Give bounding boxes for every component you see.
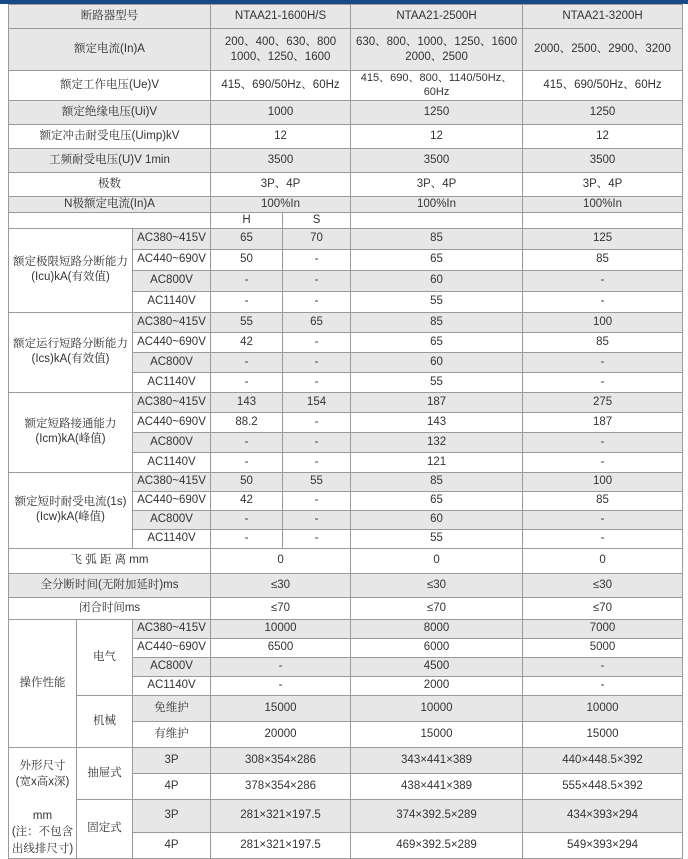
- cell: 187: [523, 412, 683, 432]
- row-label: 免维护: [133, 695, 211, 721]
- voltage-cell: AC800V: [133, 352, 211, 372]
- voltage-cell: AC380~415V: [133, 228, 211, 249]
- cell: 415、690/50Hz、60Hz: [211, 71, 351, 101]
- cell: 125: [523, 228, 683, 249]
- cell: -: [523, 676, 683, 695]
- cell: 0: [351, 548, 523, 573]
- cell: -: [283, 291, 351, 312]
- cell: 65: [283, 312, 351, 332]
- dimension-label: [9, 747, 77, 858]
- voltage-cell: AC440~690V: [133, 491, 211, 510]
- cell: -: [283, 372, 351, 392]
- cell: 0: [523, 548, 683, 573]
- cell: 85: [351, 312, 523, 332]
- voltage-cell: AC1140V: [133, 452, 211, 472]
- row-label: 闭合时间ms: [9, 597, 211, 619]
- cell: 415、690/50Hz、60Hz: [523, 71, 683, 101]
- row-label: 飞 弧 距 离 mm: [9, 548, 211, 573]
- cell: 275: [523, 392, 683, 412]
- cell: 0: [211, 548, 351, 573]
- cell: 100%In: [351, 196, 523, 212]
- cell: 469×392.5×289: [351, 832, 523, 858]
- label-line: 外形尺寸: [19, 759, 66, 772]
- row-label: 额定绝缘电压(Ui)V: [9, 100, 211, 124]
- cell: 3P、4P: [211, 172, 351, 196]
- cell: 281×321×197.5: [211, 799, 351, 832]
- cell: 70: [283, 228, 351, 249]
- icu-row: [9, 228, 683, 249]
- cell: 3500: [523, 148, 683, 172]
- cell: [211, 29, 351, 71]
- cell: 7000: [523, 619, 683, 638]
- voltage-cell: AC380~415V: [133, 472, 211, 491]
- cell: 4500: [351, 657, 523, 676]
- voltage-cell: AC800V: [133, 657, 211, 676]
- cell: -: [211, 657, 351, 676]
- cell: 100: [523, 472, 683, 491]
- icw-row: [9, 472, 683, 491]
- cell: ≤30: [351, 573, 523, 597]
- cell: 10000: [523, 695, 683, 721]
- label-line: 额定极限短路分断能力: [13, 256, 128, 269]
- row-label: 全分断时间(无附加延时)ms: [9, 573, 211, 597]
- cell: 20000: [211, 721, 351, 747]
- cell: 281×321×197.5: [211, 832, 351, 858]
- rated-current-row: [9, 29, 683, 71]
- cell: 65: [211, 228, 283, 249]
- cell: -: [211, 452, 283, 472]
- cell: 12: [211, 124, 351, 148]
- cell: 60: [351, 510, 523, 529]
- operation-row: [9, 619, 683, 638]
- cell: 440×448.5×392: [523, 747, 683, 773]
- cell: 1250: [523, 100, 683, 124]
- cell: -: [523, 372, 683, 392]
- cell-line: 1000、1250、1600: [230, 50, 331, 63]
- fixed-label: 固定式: [77, 799, 133, 858]
- cell: ≤30: [523, 573, 683, 597]
- cell: 12: [523, 124, 683, 148]
- model-3: NTAA21-3200H: [523, 5, 683, 29]
- pole-cell: 4P: [133, 832, 211, 858]
- ics-label: [9, 312, 133, 392]
- cell-line: 200、400、630、800: [224, 35, 337, 48]
- table-row: [9, 71, 683, 101]
- cell: 60: [351, 352, 523, 372]
- voltage-cell: AC1140V: [133, 372, 211, 392]
- cell: 8000: [351, 619, 523, 638]
- cell: 65: [351, 249, 523, 270]
- cell: 143: [211, 392, 283, 412]
- cell: -: [523, 657, 683, 676]
- cell: 10000: [211, 619, 351, 638]
- cell: -: [283, 332, 351, 352]
- arc-row: [9, 548, 683, 573]
- mechanical-label: 机械: [77, 695, 133, 747]
- voltage-cell: AC380~415V: [133, 619, 211, 638]
- cell: 6500: [211, 638, 351, 657]
- blank-cell: [351, 212, 523, 228]
- cell: -: [211, 432, 283, 452]
- cell: 6000: [351, 638, 523, 657]
- dimension-row: [9, 747, 683, 773]
- label-line: 额定运行短路分断能力: [13, 338, 128, 351]
- cell: 549×393×294: [523, 832, 683, 858]
- cell: ≤70: [351, 597, 523, 619]
- cell: ≤30: [211, 573, 351, 597]
- row-label: N极额定电流(In)A: [9, 196, 211, 212]
- cell: 1250: [351, 100, 523, 124]
- cell: 5000: [523, 638, 683, 657]
- cell: 55: [351, 372, 523, 392]
- spec-table: [8, 4, 683, 859]
- cell: 55: [211, 312, 283, 332]
- cell: ≤70: [523, 597, 683, 619]
- cell: -: [211, 352, 283, 372]
- cell: 1000: [211, 100, 351, 124]
- label-line: (宽x高x深): [15, 776, 70, 789]
- cell: -: [523, 510, 683, 529]
- cell: 3500: [211, 148, 351, 172]
- operation-label: 操作性能: [9, 619, 77, 747]
- row-label: 极数: [9, 172, 211, 196]
- cell: ≤70: [211, 597, 351, 619]
- cell: 100%In: [523, 196, 683, 212]
- label-line: 额定短时耐受电流(1s): [14, 496, 127, 509]
- label-line: mm: [32, 809, 53, 822]
- blank-cell: [9, 212, 211, 228]
- cell: 42: [211, 491, 283, 510]
- cell: 2000、2500、2900、3200: [523, 29, 683, 71]
- row-label: 额定工作电压(Ue)V: [9, 71, 211, 101]
- voltage-cell: AC800V: [133, 432, 211, 452]
- cell: 60: [351, 270, 523, 291]
- voltage-cell: AC1140V: [133, 676, 211, 695]
- voltage-cell: AC380~415V: [133, 312, 211, 332]
- cell: 555×448.5×392: [523, 773, 683, 799]
- voltage-cell: AC800V: [133, 270, 211, 291]
- voltage-cell: AC440~690V: [133, 332, 211, 352]
- h-label: H: [211, 212, 283, 228]
- icm-row: [9, 392, 683, 412]
- row-label: 额定冲击耐受电压(Uimp)kV: [9, 124, 211, 148]
- cell: -: [523, 270, 683, 291]
- voltage-cell: AC800V: [133, 510, 211, 529]
- cell: -: [283, 491, 351, 510]
- label-line: (Icu)kA(有效值): [31, 271, 110, 284]
- cell: 15000: [351, 721, 523, 747]
- cell: 55: [283, 472, 351, 491]
- hs-row: [9, 212, 683, 228]
- table-row: [9, 148, 683, 172]
- pole-cell: 4P: [133, 773, 211, 799]
- table-row: [9, 124, 683, 148]
- ics-row: [9, 312, 683, 332]
- label-line: (Icm)kA(峰值): [35, 433, 106, 446]
- cell: 15000: [523, 721, 683, 747]
- cell: 415、690、800、1140/50Hz、60Hz: [351, 71, 523, 101]
- cell: 65: [351, 491, 523, 510]
- cell: 85: [351, 228, 523, 249]
- closing-time-row: [9, 597, 683, 619]
- cell: 308×354×286: [211, 747, 351, 773]
- voltage-cell: AC440~690V: [133, 412, 211, 432]
- cell: 55: [351, 529, 523, 548]
- cell: -: [523, 452, 683, 472]
- label-line: (Ics)kA(有效值): [31, 353, 110, 366]
- cell: -: [283, 432, 351, 452]
- cell: 3P、4P: [351, 172, 523, 196]
- voltage-cell: AC1140V: [133, 291, 211, 312]
- icu-label: [9, 228, 133, 312]
- cell: 65: [351, 332, 523, 352]
- cell: -: [283, 510, 351, 529]
- cell: -: [523, 291, 683, 312]
- cell: -: [211, 529, 283, 548]
- pole-cell: 3P: [133, 747, 211, 773]
- voltage-cell: AC1140V: [133, 529, 211, 548]
- label-line: (注：不包含: [11, 826, 74, 839]
- table-row: [9, 196, 683, 212]
- cell: 100: [523, 312, 683, 332]
- cell: -: [211, 270, 283, 291]
- voltage-cell: AC440~690V: [133, 638, 211, 657]
- cell: 85: [523, 332, 683, 352]
- cell: -: [283, 412, 351, 432]
- pole-cell: 3P: [133, 799, 211, 832]
- cell: 374×392.5×289: [351, 799, 523, 832]
- cell: 15000: [211, 695, 351, 721]
- cell: 85: [351, 472, 523, 491]
- cell: -: [523, 529, 683, 548]
- model-label: 断路器型号: [9, 5, 211, 29]
- cell: 88.2: [211, 412, 283, 432]
- cell: -: [283, 352, 351, 372]
- cell: 42: [211, 332, 283, 352]
- cell: 378×354×286: [211, 773, 351, 799]
- icw-label: [9, 472, 133, 548]
- dimension-row: [9, 799, 683, 832]
- cell: -: [283, 270, 351, 291]
- cell: 10000: [351, 695, 523, 721]
- model-row: [9, 5, 683, 29]
- cell: -: [211, 372, 283, 392]
- cell-line: 2000、2500: [405, 50, 468, 63]
- cell: -: [283, 529, 351, 548]
- cell: 154: [283, 392, 351, 412]
- cell: 121: [351, 452, 523, 472]
- cell: -: [211, 676, 351, 695]
- breaking-time-row: [9, 573, 683, 597]
- cell: 3500: [351, 148, 523, 172]
- cell: 55: [351, 291, 523, 312]
- cell: 85: [523, 491, 683, 510]
- voltage-cell: AC440~690V: [133, 249, 211, 270]
- cell: 100%In: [211, 196, 351, 212]
- cell: 187: [351, 392, 523, 412]
- cell: -: [283, 452, 351, 472]
- cell: 50: [211, 472, 283, 491]
- cell: -: [211, 510, 283, 529]
- cell: -: [523, 432, 683, 452]
- cell: 132: [351, 432, 523, 452]
- cell: -: [211, 291, 283, 312]
- cell: 2000: [351, 676, 523, 695]
- cell: 50: [211, 249, 283, 270]
- voltage-cell: AC380~415V: [133, 392, 211, 412]
- row-label: 工频耐受电压(U)V 1min: [9, 148, 211, 172]
- cell: [351, 29, 523, 71]
- row-label: 有维护: [133, 721, 211, 747]
- label-line: 额定短路接通能力: [24, 418, 117, 431]
- row-label: 额定电流(In)A: [9, 29, 211, 71]
- operation-row: [9, 695, 683, 721]
- cell-line: 630、800、1000、1250、1600: [355, 35, 518, 48]
- blank-cell: [523, 212, 683, 228]
- table-row: [9, 172, 683, 196]
- cell: 343×441×389: [351, 747, 523, 773]
- model-1: NTAA21-1600H/S: [211, 5, 351, 29]
- drawout-label: 抽屉式: [77, 747, 133, 799]
- electrical-label: 电气: [77, 619, 133, 695]
- cell: 434×393×294: [523, 799, 683, 832]
- cell: -: [523, 352, 683, 372]
- cell: 3P、4P: [523, 172, 683, 196]
- table-row: [9, 100, 683, 124]
- cell: 85: [523, 249, 683, 270]
- cell: -: [283, 249, 351, 270]
- icm-label: [9, 392, 133, 472]
- cell: 12: [351, 124, 523, 148]
- model-2: NTAA21-2500H: [351, 5, 523, 29]
- label-line: 出线排尺寸): [11, 842, 74, 855]
- cell: 143: [351, 412, 523, 432]
- cell: 438×441×389: [351, 773, 523, 799]
- s-label: S: [283, 212, 351, 228]
- label-line: (Icw)kA(峰值): [36, 511, 105, 524]
